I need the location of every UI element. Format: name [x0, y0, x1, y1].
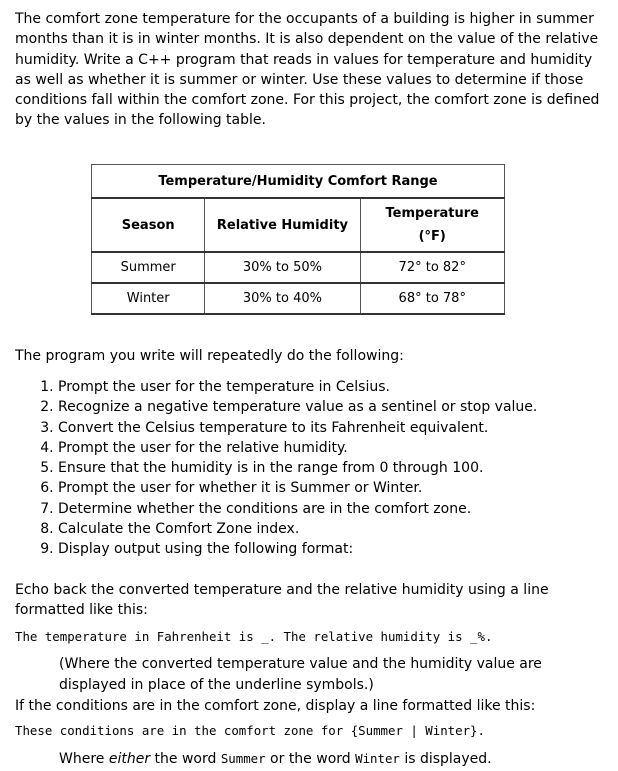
where-mid1: the word — [150, 751, 221, 767]
list-item: 8. Calculate the Comfort Zone index. — [58, 519, 608, 539]
code-format-line-comfort: These conditions are in the comfort zone for {Summer | Winter}. — [15, 723, 485, 738]
cell-season: Winter — [92, 283, 205, 314]
cell-humidity: 30% to 40% — [205, 283, 360, 314]
header-temperature — [360, 198, 505, 252]
header-season: Season — [92, 198, 205, 252]
where-prefix: Where — [59, 751, 109, 767]
header-temperature-line1: Temperature — [385, 206, 479, 221]
cell-season: Summer — [92, 252, 205, 283]
table-row — [92, 252, 505, 283]
cell-humidity: 30% to 50% — [205, 252, 360, 283]
echo-paragraph: Echo back the converted temperature and the relative humidity using a line formatted like this: — [15, 582, 549, 619]
summer-code: Summer — [220, 751, 266, 766]
list-item: 4. Prompt the user for the relative humidity. — [58, 438, 608, 458]
where-either: either — [108, 751, 151, 767]
list-item: 7. Determine whether the conditions are in the comfort zone. — [58, 499, 608, 519]
where-mid2: or the word — [265, 751, 356, 767]
comfort-zone-paragraph: If the conditions are in the comfort zone, display a line formatted like this: — [15, 698, 536, 714]
steps-list — [15, 377, 608, 560]
where-line — [59, 749, 492, 769]
list-item: 5. Ensure that the humidity is in the range from 0 through 100. — [58, 458, 608, 478]
table-caption: Temperature/Humidity Comfort Range — [92, 165, 505, 199]
header-humidity: Relative Humidity — [205, 198, 360, 252]
winter-code: Winter — [355, 751, 400, 766]
code-format-line-temperature: The temperature in Fahrenheit is _. The relative humidity is _%. — [15, 629, 493, 644]
steps-lead: The program you write will repeatedly do the following: — [15, 348, 404, 364]
comfort-range-table — [91, 164, 505, 315]
list-item: 1. Prompt the user for the temperature in Celsius. — [58, 377, 608, 397]
list-item: 6. Prompt the user for whether it is Summer or Winter. — [58, 478, 608, 498]
table-caption-row — [92, 165, 505, 199]
list-item: 3. Convert the Celsius temperature to its Fahrenheit equivalent. — [58, 418, 608, 438]
note-paragraph: (Where the converted temperature value and the humidity value are displayed in place of the underline symbols.) — [59, 656, 542, 693]
list-item: 9. Display output using the following format: — [58, 539, 608, 559]
table-header-row — [92, 198, 505, 252]
cell-temperature: 68° to 78° — [360, 283, 505, 314]
intro-paragraph: The comfort zone temperature for the occupants of a building is higher in summer months than it is in winter months. It is also dependent on the value of the relative humidity. Write a C++ program that reads in values for temperature and humidity as well as whether it is summer or winter. Use these values to determine if those conditions fall within the comfort zone. For this project, the comfort zone is defined by the values in the following table. — [15, 11, 600, 129]
header-temperature-line2: (°F) — [418, 229, 446, 244]
table-row — [92, 283, 505, 314]
cell-temperature: 72° to 82° — [360, 252, 505, 283]
where-suffix: is displayed. — [399, 751, 492, 767]
list-item: 2. Recognize a negative temperature value as a sentinel or stop value. — [58, 397, 608, 417]
